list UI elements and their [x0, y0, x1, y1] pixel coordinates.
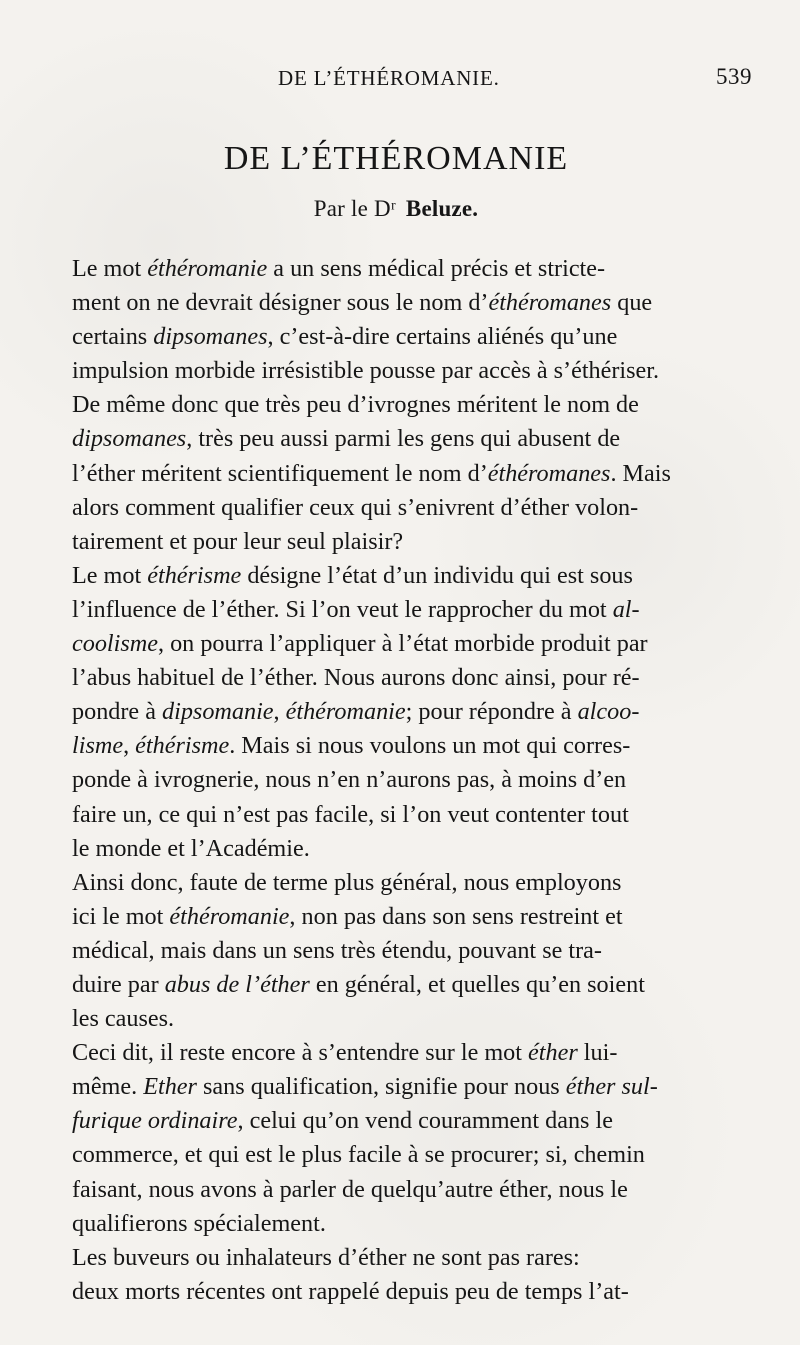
paragraph: [38, 866, 754, 1036]
article-body: [38, 252, 754, 1309]
running-header: [278, 60, 754, 94]
text-segment: désigne l’état d’un individu qui est sous: [241, 561, 633, 589]
italic-text: éther: [528, 1039, 578, 1067]
text-segment: a un sens médical précis et stricte-: [267, 255, 606, 282]
text-segment: Ceci dit, il reste encore à s’entendre sur le mot: [72, 1039, 529, 1067]
text-line: [38, 525, 754, 559]
text-segment: qualifierons spécialement.: [72, 1209, 326, 1237]
text-segment: sans qualification, signifie pour nous: [196, 1073, 566, 1101]
text-segment: en général, et quelles qu’en soient: [309, 970, 645, 998]
text-line: [38, 1138, 754, 1172]
paragraph: [38, 252, 754, 559]
italic-text: éthéromanie: [285, 698, 406, 726]
italic-text: dipsomanes: [153, 323, 268, 351]
italic-text: alcoo-: [577, 698, 640, 726]
text-line: [38, 1104, 754, 1138]
text-line: [38, 286, 754, 320]
text-line: [38, 1241, 754, 1275]
text-line: [38, 866, 754, 900]
text-segment: tairement et pour leur seul plaisir?: [72, 527, 404, 555]
text-segment: l’abus habituel de l’éther. Nous aurons donc ainsi, pour ré-: [72, 664, 640, 692]
italic-text: coolisme: [72, 630, 158, 658]
italic-text: éther sul-: [565, 1073, 658, 1101]
text-segment: , celui qu’on vend couramment dans le: [237, 1107, 613, 1135]
text-line: [38, 695, 754, 729]
text-segment: ; pour répondre à: [405, 698, 578, 726]
paragraph: [38, 1241, 754, 1309]
text-segment: faire un, ce qui n’est pas facile, si l’on veut contenter tout: [72, 800, 629, 828]
paragraph: [38, 1036, 754, 1241]
text-line: [38, 1002, 754, 1036]
italic-text: Ether: [143, 1073, 197, 1101]
running-title: DE L’ÉTHÉROMANIE.: [278, 66, 500, 90]
text-line: [38, 491, 754, 525]
text-line: [38, 934, 754, 968]
text-segment: deux morts récentes ont rappelé depuis peu de temps l’at-: [72, 1277, 629, 1305]
italic-text: dipsomanie: [162, 698, 274, 726]
text-segment: faisant, nous avons à parler de quelqu’autre éther, nous le: [72, 1175, 628, 1203]
byline: [38, 196, 754, 222]
italic-text: éthéromanie: [147, 255, 268, 282]
text-line: [38, 354, 754, 388]
text-segment: Le mot: [72, 561, 148, 589]
italic-text: dipsomanes: [72, 425, 187, 453]
text-segment: lui-: [577, 1039, 618, 1067]
text-segment: ,: [123, 732, 136, 760]
text-segment: les causes.: [72, 1005, 175, 1033]
byline-prefix: Par le Dʳ: [313, 196, 396, 221]
text-segment: , très peu aussi parmi les gens qui abusent de: [186, 425, 621, 453]
text-segment: l’éther méritent scientifiquement le nom d’: [72, 459, 488, 487]
article-title: DE L’ÉTHÉROMANIE: [223, 140, 569, 177]
text-segment: De même donc que très peu d’ivrognes méritent le nom de: [72, 391, 639, 419]
text-segment: , c’est-à-dire certains aliénés qu’une: [267, 323, 618, 351]
text-segment: ponde à ivrognerie, nous n’en n’aurons pas, à moins d’en: [72, 766, 627, 794]
italic-text: al-: [612, 595, 640, 623]
text-line: [38, 1036, 754, 1070]
text-segment: duire par: [72, 970, 165, 998]
text-segment: , on pourra l’appliquer à l’état morbide produit par: [157, 630, 648, 658]
text-segment: . Mais: [610, 459, 671, 487]
text-segment: . Mais si nous voulons un mot qui corres-: [229, 732, 631, 760]
text-line: [38, 968, 754, 1002]
italic-text: éthéromanes: [487, 459, 611, 487]
text-line: [38, 388, 754, 422]
text-line: [38, 729, 754, 763]
text-segment: Les buveurs ou inhalateurs d’éther ne sont pas rares:: [72, 1243, 580, 1271]
text-line: [38, 1070, 754, 1104]
byline-author: Beluze.: [405, 196, 479, 221]
text-line: [38, 593, 754, 627]
text-line: [38, 320, 754, 354]
text-line: [38, 798, 754, 832]
text-segment: , non pas dans son sens restreint et: [289, 902, 623, 930]
text-segment: alors comment qualifier ceux qui s’enivrent d’éther volon-: [72, 493, 639, 521]
italic-text: éthérisme: [135, 732, 230, 760]
text-line: [38, 559, 754, 593]
text-segment: même.: [72, 1073, 144, 1101]
text-line: [38, 763, 754, 797]
text-line: [38, 252, 754, 286]
text-segment: ment on ne devrait désigner sous le nom d’: [72, 289, 489, 317]
text-segment: commerce, et qui est le plus facile à se procurer; si, chemin: [72, 1141, 645, 1169]
text-line: [38, 1173, 754, 1207]
italic-text: lisme: [72, 732, 124, 760]
text-line: [38, 422, 754, 456]
text-segment: ici le mot: [72, 902, 170, 930]
text-line: [38, 900, 754, 934]
italic-text: éthéromanie: [169, 902, 290, 930]
text-segment: impulsion morbide irrésistible pousse par accès à s’éthériser.: [72, 357, 660, 385]
text-line: [38, 1207, 754, 1241]
text-segment: médical, mais dans un sens très étendu, pouvant se tra-: [72, 936, 602, 964]
italic-text: furique ordinaire: [72, 1107, 238, 1135]
text-segment: Le mot: [72, 255, 148, 282]
paragraph: [38, 559, 754, 866]
text-line: [38, 627, 754, 661]
text-segment: l’influence de l’éther. Si l’on veut le rapprocher du mot: [72, 595, 613, 623]
text-line: [38, 1275, 754, 1309]
text-segment: Ainsi donc, faute de terme plus général, nous employons: [72, 868, 622, 896]
text-line: [38, 832, 754, 866]
text-segment: certains: [72, 323, 154, 351]
page-number: 539: [716, 64, 752, 89]
italic-text: éthérisme: [147, 561, 242, 589]
text-segment: ,: [273, 698, 286, 726]
text-segment: que: [611, 289, 653, 317]
text-line: [38, 661, 754, 695]
text-segment: pondre à: [72, 698, 162, 726]
italic-text: abus de l’éther: [164, 970, 310, 998]
text-line: [38, 457, 754, 491]
italic-text: éthéromanes: [488, 289, 612, 317]
text-segment: le monde et l’Académie.: [72, 834, 310, 862]
